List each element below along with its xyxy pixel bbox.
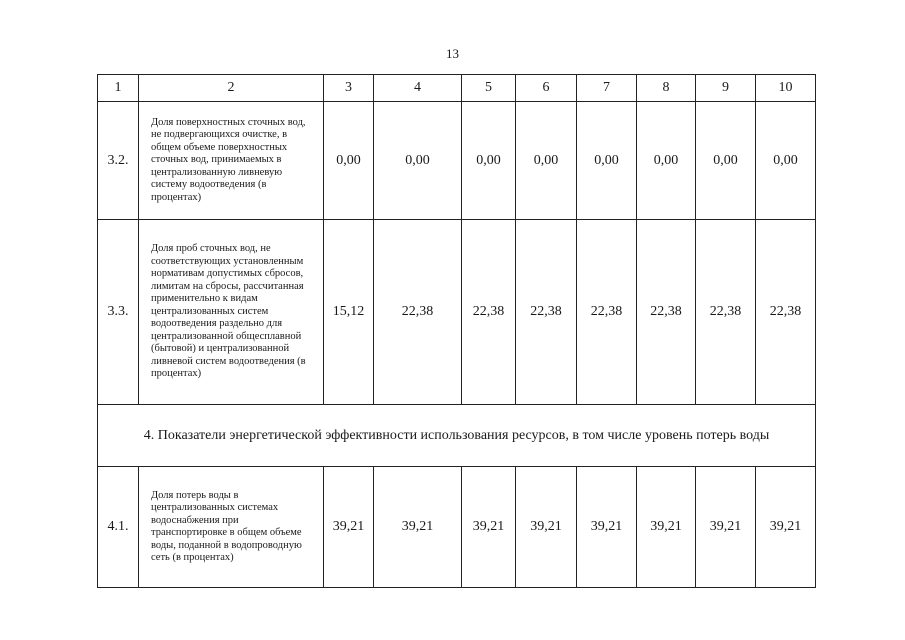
column-header: 5 (462, 75, 516, 102)
value-cell: 39,21 (577, 467, 637, 588)
value-cell: 15,12 (324, 220, 374, 405)
value-cell: 22,38 (462, 220, 516, 405)
row-description: Доля проб сточных вод, не соответствующих установленным нормативам допустимых сбросов, лимитам на сбросы, рассчитанная применительно к видам централизованных систем водоотведения раздельно для централизованной общесплавной (бытовой) и централизованной ливневой систем водоотведения (в процентах) (139, 220, 324, 405)
value-cell: 0,00 (462, 102, 516, 220)
page-number: 13 (446, 46, 459, 61)
row-description: Доля потерь воды в централизованных системах водоснабжения при транспортировке в общем объеме воды, поданной в водопроводную сеть (в процентах) (139, 467, 324, 588)
column-header: 9 (696, 75, 756, 102)
column-header: 3 (324, 75, 374, 102)
value-cell: 0,00 (696, 102, 756, 220)
value-cell: 39,21 (516, 467, 577, 588)
value-cell: 22,38 (516, 220, 577, 405)
table-row (98, 467, 816, 588)
column-header: 10 (756, 75, 816, 102)
table-header-row (98, 75, 816, 102)
value-cell: 22,38 (637, 220, 696, 405)
value-cell: 22,38 (374, 220, 462, 405)
column-header: 2 (139, 75, 324, 102)
value-cell: 39,21 (374, 467, 462, 588)
indicators-table (97, 74, 816, 588)
value-cell: 22,38 (577, 220, 637, 405)
value-cell: 39,21 (756, 467, 816, 588)
value-cell: 0,00 (756, 102, 816, 220)
value-cell: 39,21 (462, 467, 516, 588)
row-number: 3.2. (98, 102, 139, 220)
column-header: 6 (516, 75, 577, 102)
row-number: 4.1. (98, 467, 139, 588)
value-cell: 0,00 (324, 102, 374, 220)
value-cell: 0,00 (374, 102, 462, 220)
column-header: 8 (637, 75, 696, 102)
value-cell: 0,00 (516, 102, 577, 220)
value-cell: 0,00 (637, 102, 696, 220)
row-number: 3.3. (98, 220, 139, 405)
column-header: 1 (98, 75, 139, 102)
value-cell: 0,00 (577, 102, 637, 220)
column-header: 7 (577, 75, 637, 102)
value-cell: 39,21 (637, 467, 696, 588)
column-header: 4 (374, 75, 462, 102)
section-row (98, 405, 816, 467)
value-cell: 22,38 (756, 220, 816, 405)
value-cell: 39,21 (324, 467, 374, 588)
table-row (98, 102, 816, 220)
section-title: 4. Показатели энергетической эффективности использования ресурсов, в том числе уровень потерь воды (98, 405, 816, 467)
value-cell: 39,21 (696, 467, 756, 588)
row-description: Доля поверхностных сточных вод, не подвергающихся очистке, в общем объеме поверхностных сточных вод, принимаемых в централизованную ливневую систему водоотведения (в процентах) (139, 102, 324, 220)
table-row (98, 220, 816, 405)
value-cell: 22,38 (696, 220, 756, 405)
